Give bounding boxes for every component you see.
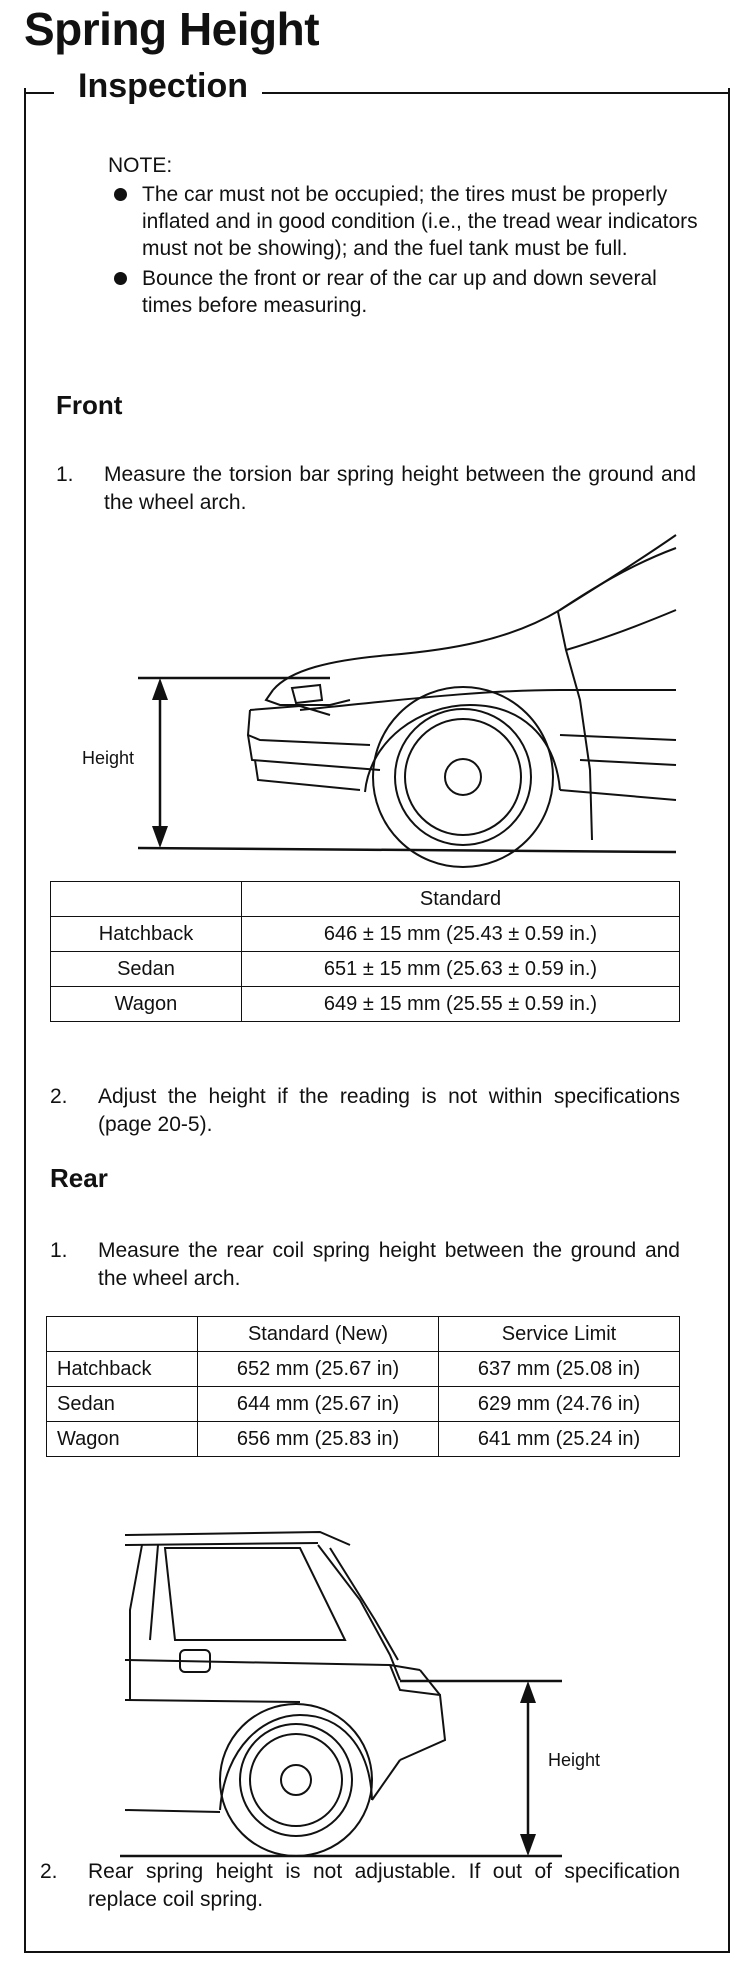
arrow-up-icon	[520, 1681, 536, 1703]
note-label: NOTE:	[108, 154, 173, 177]
table-header-cell: Standard (New)	[198, 1317, 439, 1352]
rear-height-label: Height	[548, 1750, 601, 1770]
step-text: Rear spring height is not adjustable. If out of specification replace coil spring.	[88, 1860, 680, 1911]
table-cell: 656 mm (25.83 in)	[198, 1422, 439, 1457]
table-cell: 649 ± 15 mm (25.55 ± 0.59 in.)	[242, 987, 680, 1022]
step-text: Measure the torsion bar spring height between the ground and the wheel arch.	[104, 463, 696, 514]
front-height-label: Height	[82, 748, 135, 768]
table-cell: 641 mm (25.24 in)	[439, 1422, 680, 1457]
note-bullet-text: The car must not be occupied; the tires must be properly inflated and in good condition (i.e., the tread wear indicators must not be showing); and the fuel tank must be full.	[142, 183, 698, 260]
table-cell: Wagon	[47, 1422, 198, 1457]
table-cell: 637 mm (25.08 in)	[439, 1352, 680, 1387]
rear-step-2	[40, 1858, 680, 1918]
rear-heading: Rear	[50, 1163, 108, 1193]
front-heading: Front	[56, 390, 123, 420]
step-text: Measure the rear coil spring height between the ground and the wheel arch.	[98, 1239, 680, 1290]
step-number: 1.	[50, 1239, 68, 1262]
step-text: Adjust the height if the reading is not within specifications (page 20-5).	[98, 1085, 680, 1136]
rear-car-illustration	[125, 1532, 445, 1856]
table-cell: 651 ± 15 mm (25.63 ± 0.59 in.)	[242, 952, 680, 987]
table-header-cell: Service Limit	[439, 1317, 680, 1352]
table-cell: Sedan	[47, 1387, 198, 1422]
table-cell: Wagon	[51, 987, 242, 1022]
table-cell: 629 mm (24.76 in)	[439, 1387, 680, 1422]
arrow-down-icon	[520, 1834, 536, 1856]
table-cell: Hatchback	[47, 1352, 198, 1387]
step-number: 2.	[50, 1085, 68, 1108]
step-number: 2.	[40, 1860, 58, 1883]
table-cell: 646 ± 15 mm (25.43 ± 0.59 in.)	[242, 917, 680, 952]
table-cell: 644 mm (25.67 in)	[198, 1387, 439, 1422]
table-cell: 652 mm (25.67 in)	[198, 1352, 439, 1387]
section-title: Inspection	[72, 67, 254, 106]
page-title: Spring Height	[24, 3, 320, 55]
note-bullet-text: Bounce the front or rear of the car up and down several times before measuring.	[142, 267, 657, 317]
step-number: 1.	[56, 463, 74, 486]
table-header-cell: Standard	[242, 882, 680, 917]
table-cell: Hatchback	[51, 917, 242, 952]
table-cell: Sedan	[51, 952, 242, 987]
